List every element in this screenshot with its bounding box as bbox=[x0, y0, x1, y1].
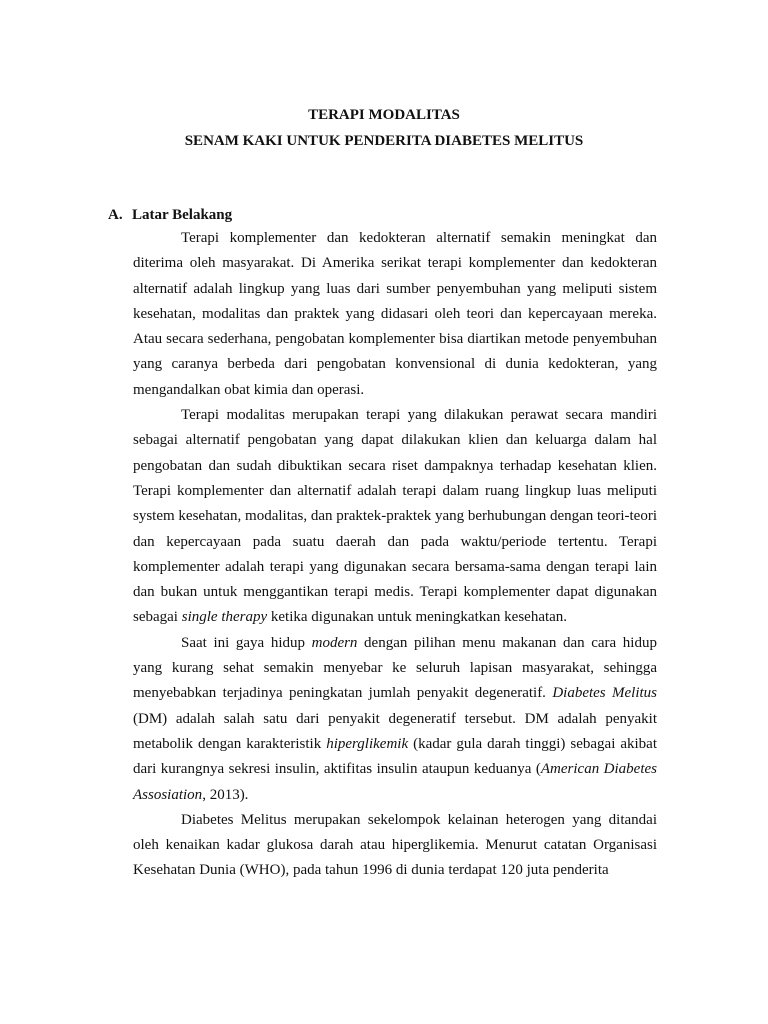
section-heading bbox=[108, 206, 232, 224]
document-subtitle: SENAM KAKI UNTUK PENDERITA DIABETES MELITUS bbox=[184, 133, 584, 149]
italic-text: single therapy bbox=[181, 609, 268, 626]
section-marker: A. bbox=[108, 207, 123, 223]
paragraph-text: Diabetes Melitus merupakan sekelompok kelainan heterogen yang ditandai oleh kenaikan kadar glukosa darah atau hiperglikemia. Menurut catatan Organisasi Kesehatan Dunia (WHO), pada tahun 1996 di dunia terdapat 120 juta penderita bbox=[133, 811, 657, 879]
section-heading-text: Latar Belakang bbox=[132, 207, 233, 223]
paragraph-text: Terapi modalitas merupakan terapi yang dilakukan perawat secara mandiri sebagai alternatif pengobatan yang dapat dilakukan klien dan keluarga dalam hal pengobatan dan sudah dibuktikan secara riset dampaknya terhadap kesehatan klien. Terapi komplementer dan alternatif adalah terapi dalam ruang lingkup luas meliputi system kesehatan, modalitas, dan praktek-praktek yang berhubungan dengan teori-teori dan kepercayaan pada suatu daerah dan pada waktu/periode tertentu. Terapi komplementer adalah terapi yang digunakan secara bersama-sama dengan terapi lain dan bukan untuk menggantikan terapi medis. Terapi komplementer dapat digunakan sebagai bbox=[133, 407, 657, 626]
paragraph bbox=[133, 403, 657, 631]
paragraph bbox=[133, 226, 657, 403]
paragraph bbox=[133, 808, 657, 884]
body-text bbox=[133, 226, 657, 884]
paragraph-text: ketika digunakan untuk meningkatkan kesehatan. bbox=[267, 609, 568, 626]
paragraph-text: (kadar gula darah tinggi) sebagai akibat dari kurangnya sekresi insulin, aktifitas insulin ataupun keduanya ( bbox=[133, 735, 657, 778]
paragraph-text: Terapi komplementer dan kedokteran alternatif semakin meningkat dan diterima oleh masyarakat. Di Amerika serikat terapi komplementer dan kedokteran alternatif adalah lingkup yang luas dari sumber penyembuhan yang meliputi sistem kesehatan, modalitas dan praktek yang didasari oleh teori dan kepercayaan mereka. Atau secara sederhana, pengobatan komplementer bisa diartikan metode penyembuhan yang caranya berbeda dari pengobatan konvensional di dunia kedokteran, yang mengandalkan obat kimia dan operasi. bbox=[133, 230, 657, 398]
document-title: TERAPI MODALITAS bbox=[308, 107, 460, 123]
paragraph-text: (DM) adalah salah satu dari penyakit degeneratif tersebut. DM adalah penyakit metabolik dengan karakteristik bbox=[133, 710, 657, 752]
paragraph bbox=[133, 631, 657, 808]
paragraph-text: dengan pilihan menu makanan dan cara hidup yang kurang sehat semakin menyebar ke seluruh lapisan masyarakat, sehingga menyebabkan terjadinya peningkatan jumlah penyakit degeneratif. bbox=[133, 634, 657, 702]
paragraph-text: Saat ini gaya hidup bbox=[181, 634, 312, 651]
italic-text: hiperglikemik bbox=[326, 735, 409, 752]
paragraph-text: , 2013). bbox=[202, 786, 249, 803]
italic-text: Diabetes Melitus bbox=[552, 685, 657, 702]
italic-text: modern bbox=[311, 634, 358, 651]
italic-text: American Diabetes Assosiation bbox=[133, 761, 657, 803]
